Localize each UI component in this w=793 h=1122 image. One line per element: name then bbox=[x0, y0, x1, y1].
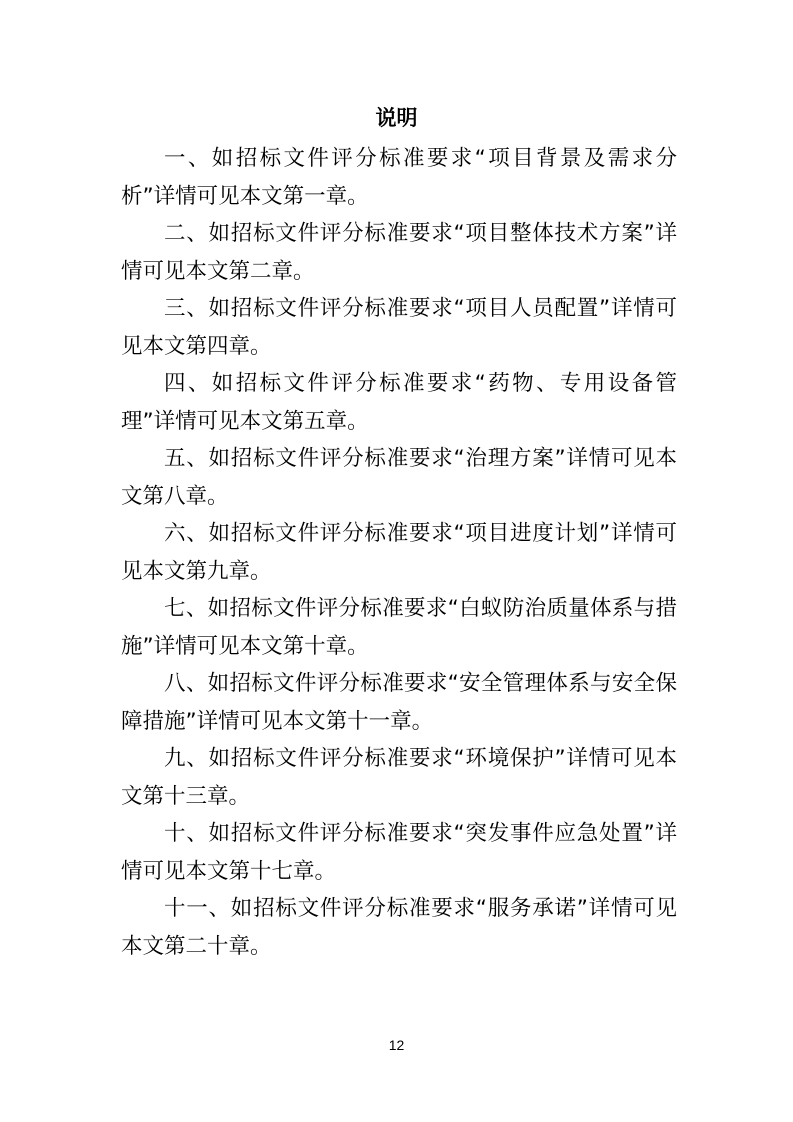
paragraph-7: 七、如招标文件评分标准要求“白蚁防治质量体系与措施”详情可见本文第十章。 bbox=[121, 596, 677, 659]
body-text bbox=[121, 140, 677, 965]
page-title: 说明 bbox=[375, 106, 418, 130]
paragraph-6: 六、如招标文件评分标准要求“项目进度计划”详情可见本文第九章。 bbox=[121, 521, 677, 584]
page-number: 12 bbox=[388, 1037, 405, 1053]
paragraph-1: 一、如招标文件评分标准要求“项目背景及需求分析”详情可见本文第一章。 bbox=[121, 146, 677, 209]
paragraph-11: 十一、如招标文件评分标准要求“服务承诺”详情可见本文第二十章。 bbox=[121, 896, 677, 959]
paragraph-3: 三、如招标文件评分标准要求“项目人员配置”详情可见本文第四章。 bbox=[121, 296, 677, 359]
paragraph-5: 五、如招标文件评分标准要求“治理方案”详情可见本文第八章。 bbox=[121, 446, 677, 509]
paragraph-4: 四、如招标文件评分标准要求“药物、专用设备管理”详情可见本文第五章。 bbox=[121, 371, 677, 434]
paragraph-9: 九、如招标文件评分标准要求“环境保护”详情可见本文第十三章。 bbox=[121, 746, 677, 809]
paragraph-10: 十、如招标文件评分标准要求“突发事件应急处置”详情可见本文第十七章。 bbox=[121, 821, 677, 884]
paragraph-2: 二、如招标文件评分标准要求“项目整体技术方案”详情可见本文第二章。 bbox=[121, 221, 677, 284]
paragraph-8: 八、如招标文件评分标准要求“安全管理体系与安全保障措施”详情可见本文第十一章。 bbox=[121, 671, 677, 734]
